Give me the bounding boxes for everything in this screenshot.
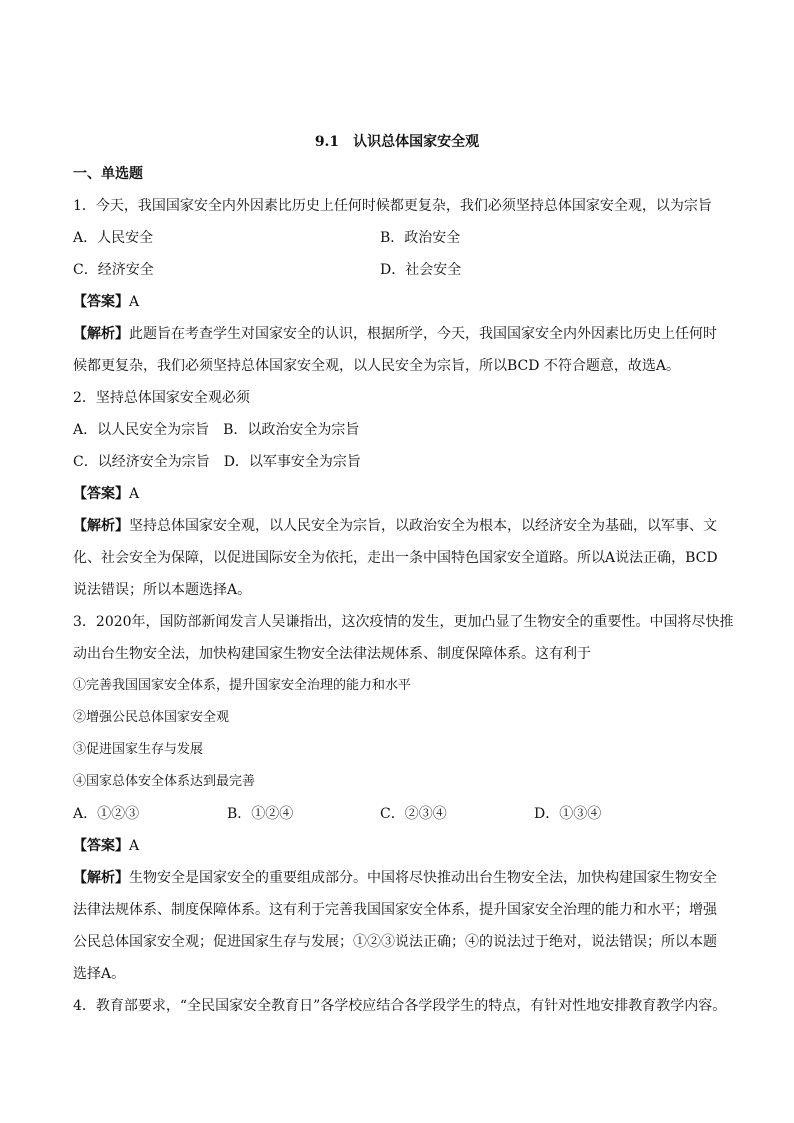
q1-answer [73, 292, 139, 312]
answer-tag: 【答案】 [73, 838, 129, 854]
q2-options-ab: A．以人民安全为宗旨 B．以政治安全为宗旨 [73, 422, 360, 438]
q1-analysis-line-2: 候都更复杂，我们必须坚持总体国家安全观，以人民安全为宗旨，所以BCD 不符合题意，故选A。 [73, 358, 681, 374]
q3-item-3: ③促进国家生存与发展 [73, 742, 204, 757]
q1-option-c: C．经济安全 [73, 262, 154, 278]
q2-analysis-line-2: 化、社会安全为保障，以促进国际安全为依托，走出一条中国特色国家安全道路。所以A说法正确，BCD [73, 550, 718, 566]
q2-analysis-line-1 [73, 516, 717, 536]
q3-analysis-line-4: 选择A。 [73, 966, 126, 982]
q2-stem: 2．坚持总体国家安全观必须 [73, 390, 250, 406]
q1-stem: 1．今天，我国国家安全内外因素比历史上任何时候都更复杂，我们必须坚持总体国家安全观，以为宗旨 [73, 198, 712, 214]
q3-item-2: ②增强公民总体国家安全观 [73, 710, 230, 725]
q3-analysis-text-1: 生物安全是国家安全的重要组成部分。中国将尽快推动出台生物安全法，加快构建国家生物安全 [129, 870, 717, 886]
q3-answer-value: A [129, 838, 140, 854]
q3-item-1: ①完善我国国家安全体系，提升国家安全治理的能力和水平 [73, 678, 412, 693]
analysis-tag: 【解析】 [73, 326, 129, 342]
q3-option-a: A．①②③ [73, 806, 140, 822]
document-title: 9.1 认识总体国家安全观 [314, 134, 480, 150]
q3-item-4: ④国家总体安全体系达到最完善 [73, 774, 256, 789]
section-heading: 一、单选题 [73, 166, 143, 182]
q3-answer [73, 836, 139, 856]
q3-option-b: B．①②④ [227, 806, 294, 822]
answer-tag: 【答案】 [73, 294, 129, 310]
q1-option-a: A．人民安全 [73, 230, 154, 246]
q3-option-c: C．②③④ [380, 806, 447, 822]
q1-option-b: B．政治安全 [380, 230, 461, 246]
q3-analysis-line-3: 公民总体国家安全观；促进国家生存与发展；①②③说法正确；④的说法过于绝对，说法错误；所以本题 [73, 934, 717, 950]
q4-stem: 4．教育部要求，“全民国家安全教育日”各学校应结合各学段学生的特点，有针对性地安排教育教学内容。 [73, 998, 727, 1014]
analysis-tag: 【解析】 [73, 518, 129, 534]
q2-answer [73, 484, 139, 504]
q3-stem-line-2: 动出台生物安全法，加快构建国家生物安全法律法规体系、制度保障体系。这有利于 [73, 646, 591, 662]
analysis-tag: 【解析】 [73, 870, 129, 886]
q1-analysis-line-1 [73, 324, 717, 344]
q1-answer-value: A [129, 294, 140, 310]
q2-analysis-text-1: 坚持总体国家安全观，以人民安全为宗旨，以政治安全为根本，以经济安全为基础，以军事、文 [129, 518, 717, 534]
answer-tag: 【答案】 [73, 486, 129, 502]
q1-option-d: D．社会安全 [380, 262, 462, 278]
q3-option-d: D．①③④ [534, 806, 602, 822]
q1-analysis-text-1: 此题旨在考查学生对国家安全的认识，根据所学，今天，我国国家安全内外因素比历史上任何时 [129, 326, 717, 342]
q3-analysis-line-1 [73, 868, 717, 888]
q2-options-cd: C．以经济安全为宗旨 D．以军事安全为宗旨 [73, 454, 361, 470]
q2-analysis-line-3: 说法错误；所以本题选择A。 [73, 582, 252, 598]
q2-answer-value: A [129, 486, 140, 502]
q3-analysis-line-2: 法律法规体系、制度保障体系。这有利于完善我国国家安全体系，提升国家安全治理的能力和水平；增强 [73, 902, 717, 918]
q3-stem-line-1: 3．2020年，国防部新闻发言人吴谦指出，这次疫情的发生，更加凸显了生物安全的重要性。中国将尽快推 [73, 614, 734, 630]
